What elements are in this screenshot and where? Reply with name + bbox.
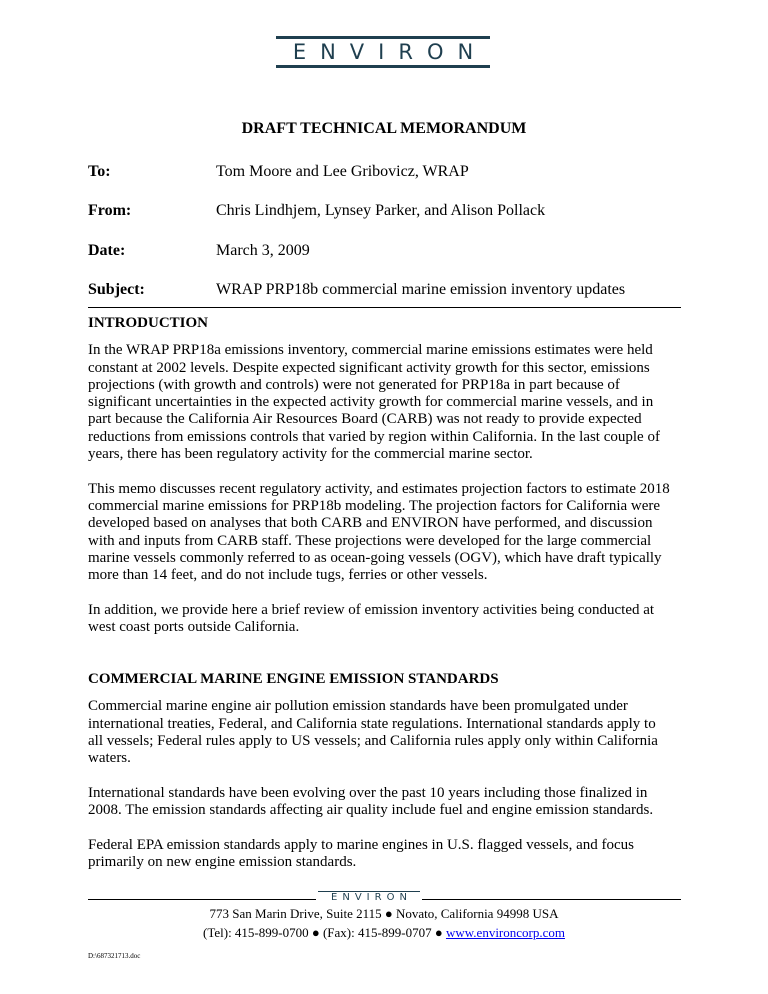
memo-body: [88, 315, 698, 889]
footer-contact: [0, 925, 768, 940]
paragraph-line: developed based on analyses that both CARB and ENVIRON have performed, and discussion: [88, 515, 653, 532]
paragraph-line: all vessels; Federal rules apply to US vessels; and California rules apply only within California: [88, 732, 658, 749]
paragraph-line: Commercial marine engine air pollution emission standards have been promulgated under: [88, 698, 628, 715]
memo-title: DRAFT TECHNICAL MEMORANDUM: [241, 120, 527, 137]
paragraph-line: years, there has been regulatory activity for the commercial marine sector.: [88, 446, 533, 463]
paragraph-line: with and inputs from CARB staff. These projections were developed for the large commercial: [88, 532, 652, 549]
logo-text: ENVIRON: [292, 40, 488, 64]
footer-logo-text: ENVIRON: [331, 892, 412, 903]
paragraph: [88, 602, 698, 637]
paragraph-line: Federal EPA emission standards apply to marine engines in U.S. flagged vessels, and focus: [88, 836, 635, 853]
paragraph-line: west coast ports outside California.: [88, 619, 300, 636]
paragraph-line: reductions from emissions controls that varied by region within California. In the last couple of: [88, 428, 660, 445]
date-value: March 3, 2009: [216, 242, 310, 259]
footer-address: 773 San Marin Drive, Suite 2115 ● Novato, California 94998 USA: [209, 906, 559, 921]
subject-label: Subject:: [88, 281, 145, 298]
footer-logo: [318, 891, 420, 905]
paragraph-line: International standards have been evolving over the past 10 years including those finalized in: [88, 784, 648, 801]
date-label: Date:: [88, 242, 126, 259]
document-path: D:\687321713.doc: [88, 952, 141, 960]
paragraph-line: commercial marine emissions for PRP18b modeling. The projection factors for California were: [88, 497, 661, 514]
paragraph-line: constant at 2002 levels. Despite expected significant activity growth for this sector, emissions: [88, 359, 650, 376]
from-label: From:: [88, 202, 132, 219]
paragraph: [88, 785, 698, 820]
paragraph-line: part because the California Air Resources Board (CARB) was not ready to provide expected: [88, 411, 642, 428]
paragraph-line: In addition, we provide here a brief review of emission inventory activities being conducted at: [88, 601, 655, 618]
section-heading-emission-standards: COMMERCIAL MARINE ENGINE EMISSION STANDARDS: [88, 670, 499, 687]
section-heading-introduction: INTRODUCTION: [88, 315, 209, 331]
paragraph-line: primarily on new engine emission standards.: [88, 853, 357, 870]
paragraph-line: projections (with growth and controls) were not generated for PRP18a in part because of: [88, 376, 620, 393]
header-divider: [88, 307, 681, 308]
paragraph-line: more than 14 feet, and do not include tugs, ferries or other vessels.: [88, 567, 488, 584]
paragraph-line: This memo discusses recent regulatory activity, and estimates projection factors to estimate 2018: [88, 480, 670, 497]
paragraph: [88, 698, 698, 767]
subject-value: WRAP PRP18b commercial marine emission inventory updates: [216, 281, 626, 298]
paragraph-line: In the WRAP PRP18a emissions inventory, commercial marine emissions estimates were held: [88, 342, 653, 359]
paragraph-line: 2008. The emission standards affecting air quality include fuel and engine emission standards.: [88, 802, 654, 819]
to-label: To:: [88, 163, 111, 180]
paragraph-line: marine vessels commonly referred to as ocean-going vessels (OGV), which have draft typically: [88, 549, 662, 566]
paragraph: [88, 837, 698, 872]
paragraph-line: waters.: [88, 750, 131, 767]
paragraph: [88, 342, 698, 463]
paragraph-line: significant uncertainties in the expected activity growth for commercial marine vessels, and in: [88, 394, 654, 411]
to-value: Tom Moore and Lee Gribovicz, WRAP: [216, 163, 469, 180]
footer-rule-left: [88, 899, 316, 900]
paragraph-line: international treaties, Federal, and California state regulations. International standards apply to: [88, 715, 656, 732]
footer-rule-right: [422, 899, 681, 900]
environ-logo: [276, 36, 490, 68]
website-link[interactable]: www.environcorp.com: [445, 925, 565, 940]
from-value: Chris Lindhjem, Lynsey Parker, and Alison Pollack: [216, 202, 546, 219]
footer-phone-fax: (Tel): 415-899-0700 ● (Fax): 415-899-0707 ●: [203, 925, 446, 940]
paragraph: [88, 481, 698, 585]
